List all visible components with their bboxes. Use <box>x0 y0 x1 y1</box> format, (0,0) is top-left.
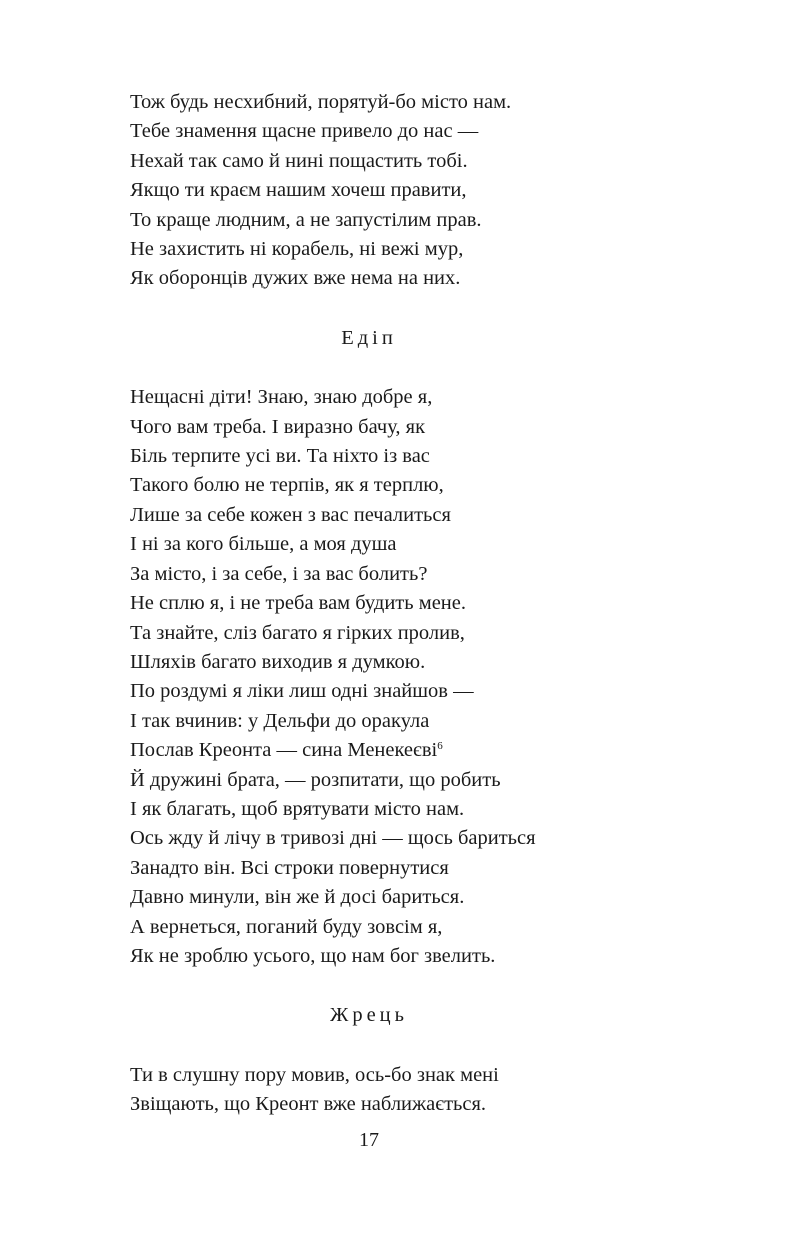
verse-line: Не сплю я, і не треба вам будить мене. <box>130 592 466 615</box>
verse-line: Чого вам треба. І виразно бачу, як <box>130 415 426 438</box>
verse-line: Біль терпите усі ви. Та ніхто із вас <box>130 445 430 468</box>
page-body <box>130 88 650 1120</box>
verse-line: Ось жду й лічу в тривозі дні — щось бариться <box>130 827 536 850</box>
verse-line: Давно минули, він же й досі бариться. <box>130 886 465 909</box>
verse-line: Звіщають, що Креонт вже наближається. <box>130 1093 487 1116</box>
verse-line: Ти в слушну пору мовив, ось-бо знак мені <box>130 1063 499 1086</box>
footnote-marker[interactable]: 6 <box>437 740 443 753</box>
verse-line: І ні за кого більше, а моя душа <box>130 533 397 556</box>
verse-line: Такого болю не терпів, як я терплю, <box>130 474 444 497</box>
verse-line: Не захистить ні корабель, ні вежі мур, <box>130 238 464 261</box>
stanza-3 <box>130 1061 650 1120</box>
speaker-name-priest: Жрець <box>329 1004 409 1027</box>
verse-line: І як благать, щоб врятувати місто нам. <box>130 797 465 820</box>
verse-line: Нехай так само й нині пощастить тобі. <box>130 149 468 172</box>
verse-line: По роздумі я ліки лиш одні знайшов — <box>130 680 474 703</box>
stanza-2 <box>130 383 650 971</box>
speaker-name-oedipus: Едіп <box>341 326 397 349</box>
verse-line-with-footnote <box>130 736 650 765</box>
page-number: 17 <box>359 1129 379 1151</box>
verse-line: Нещасні діти! Знаю, знаю добре я, <box>130 386 433 409</box>
verse-line: То краще людним, а не запустілим прав. <box>130 208 482 231</box>
verse-line: Шляхів багато виходив я думкою. <box>130 650 426 673</box>
verse-line: Занадто він. Всі строки повернутися <box>130 856 449 879</box>
verse-line: Й дружині брата, — розпитати, що робить <box>130 768 501 791</box>
verse-line: Лише за себе кожен з вас печалиться <box>130 503 451 526</box>
verse-line: Якщо ти краєм нашим хочеш правити, <box>130 179 467 202</box>
verse-line: Тож будь несхибний, порятуй-бо місто нам. <box>130 91 512 113</box>
verse-line: За місто, і за себе, і за вас болить? <box>130 562 428 585</box>
verse-line: А вернеться, поганий буду зовсім я, <box>130 915 443 938</box>
verse-line: Як оборонців дужих вже нема на них. <box>130 267 461 290</box>
verse-line: І так вчинив: у Дельфи до оракула <box>130 709 430 732</box>
verse-line: Як не зроблю усього, що нам бог звелить. <box>130 944 496 967</box>
verse-line: Та знайте, сліз багато я гірких пролив, <box>130 621 465 644</box>
verse-line-text: Послав Креонта — сина Менекеєві <box>130 739 438 762</box>
verse-line: Тебе знамення щасне привело до нас — <box>130 120 479 143</box>
stanza-1 <box>130 88 650 294</box>
